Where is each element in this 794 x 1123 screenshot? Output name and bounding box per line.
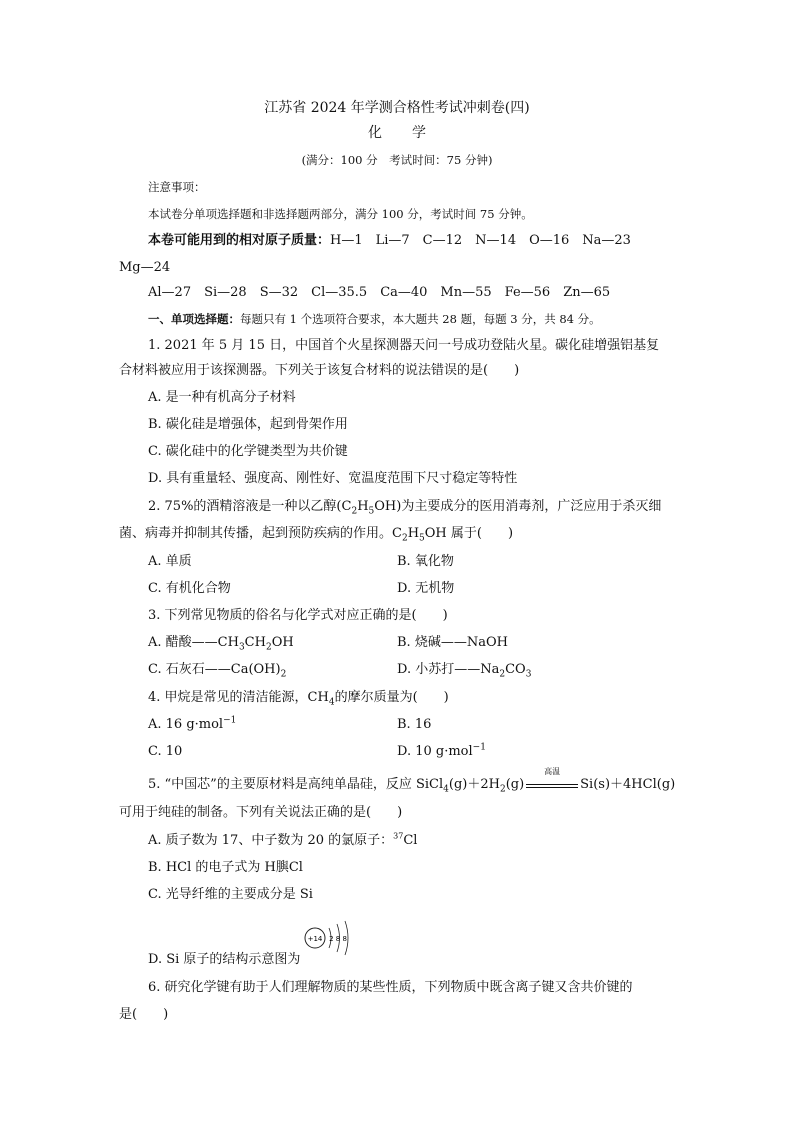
q3-text: D. 小苏打——Na: [397, 662, 500, 677]
atomic-masses-line2: Mg—24: [119, 260, 171, 275]
q1-option-d: D. 具有重量轻、强度高、刚性好、宽温度范围下尺寸稳定等特性: [148, 471, 518, 486]
section-heading: [148, 310, 601, 328]
subscript: 3: [525, 669, 532, 680]
q1-option-a: A. 是一种有机高分子材料: [148, 390, 296, 405]
q3-text: CO: [505, 662, 526, 677]
notes-heading: 注意事项：: [148, 180, 206, 194]
electron-counts: 2 8 8: [329, 935, 347, 943]
atomic-masses-line3: Al—27 Si—28 S—32 Cl—35.5 Ca—40 Mn—55 Fe—56 Zn—65: [148, 285, 611, 300]
q2-option-c: C. 有机化合物: [148, 581, 231, 596]
q2-option-b: B. 氧化物: [397, 554, 454, 569]
q5-text: A. 质子数为 17、中子数为 20 的氯原子：: [148, 833, 394, 848]
q5-text: (g)＋2H: [448, 777, 500, 792]
subject-title: 化学: [368, 125, 456, 141]
q5-option-a: [148, 832, 417, 850]
q5-text: Si(s)＋4HCl(g): [580, 777, 676, 792]
q5-text: (g): [505, 777, 525, 792]
subscript: 5: [419, 533, 425, 544]
subscript: 5: [368, 506, 375, 517]
q2-stem-line1: [148, 498, 661, 516]
q5-option-c: C. 光导纤维的主要成分是 Si: [148, 887, 313, 902]
subscript: 2: [265, 642, 272, 653]
q4-text: 4. 甲烷是常见的清洁能源，CH: [148, 690, 329, 705]
superscript: 37: [393, 831, 404, 841]
section-text: 每题只有 1 个选项符合要求，本大题共 28 题，每题 3 分，共 84 分。: [240, 312, 601, 326]
q5-stem-line2: 可用于纯硅的制备。下列有关说法正确的是( ): [119, 805, 403, 820]
q4-text: 的摩尔质量为( ): [334, 690, 449, 705]
superscript: −1: [472, 742, 486, 753]
q4-text: A. 16 g·mol: [148, 717, 224, 732]
q6-stem-line1: 6. 研究化学键有助于人们理解物质的某些性质，下列物质中既含离子键又含共价键的: [148, 980, 633, 995]
nucleus-charge: +14: [307, 935, 323, 943]
q3-text: CH: [244, 635, 266, 650]
reaction-arrow: [526, 767, 578, 788]
subscript: 3: [238, 642, 245, 653]
q4-text: D. 10 g·mol: [397, 744, 473, 759]
atomic-masses-line1: [148, 232, 631, 250]
subscript: 2: [499, 669, 506, 680]
atomic-masses-values: H—1 Li—7 C—12 N—14 O—16 Na—23: [330, 233, 631, 248]
subscript: 2: [351, 506, 358, 517]
q1-stem-line2: 合材料被应用于该探测器。下列关于该复合材料的说法错误的是( ): [119, 363, 520, 378]
q3-stem: 3. 下列常见物质的俗名与化学式对应正确的是( ): [148, 608, 448, 623]
q3-text: OH: [271, 635, 294, 650]
q3-option-a: [148, 634, 294, 652]
q2-text: H: [357, 499, 369, 514]
q2-option-d: D. 无机物: [397, 581, 455, 596]
exam-meta: (满分：100 分 考试时间：75 分钟): [301, 153, 493, 167]
subscript: 2: [280, 669, 287, 680]
q2-text: OH 属于( ): [424, 526, 514, 541]
q3-option-c: [148, 661, 286, 679]
q1-option-c: C. 碳化硅中的化学键类型为共价键: [148, 444, 348, 459]
q2-stem-line2: [119, 525, 513, 543]
q2-text: 菌、病毒并抑制其传播，起到预防疾病的作用。C: [119, 526, 402, 541]
subscript: 4: [328, 697, 335, 708]
q2-text: OH)为主要成分的医用消毒剂，广泛应用于杀灭细: [374, 499, 662, 514]
subscript: 2: [499, 784, 506, 795]
superscript: −1: [223, 715, 237, 726]
q2-option-a: A. 单质: [148, 554, 192, 569]
q5-option-b: B. HCl 的电子式为 H䑂Cl: [148, 860, 303, 875]
q4-option-d: [397, 743, 486, 761]
q5-option-d: D. Si 原子的结构示意图为: [148, 952, 301, 967]
notes-text: 本试卷分单项选择题和非选择题两部分，满分 100 分，考试时间 75 分钟。: [148, 207, 533, 221]
q3-text: A. 醋酸——CH: [148, 635, 239, 650]
q3-option-d: [397, 661, 531, 679]
q4-stem: [148, 689, 449, 707]
q6-stem-line2: 是( ): [119, 1007, 169, 1022]
q2-text: H: [407, 526, 420, 541]
q4-option-a: [148, 716, 236, 734]
reaction-condition: 高温: [544, 767, 561, 776]
section-title: 一、单项选择题：: [148, 312, 240, 326]
q3-text: C. 石灰石——Ca(OH): [148, 662, 281, 677]
q5-text: Cl: [403, 833, 418, 848]
atomic-masses-prefix: 本卷可能用到的相对原子质量：: [148, 233, 331, 248]
si-atom-structure-diagram: [302, 918, 358, 958]
q2-text: 2. 75%的酒精溶液是一种以乙醇(C: [148, 499, 352, 514]
q5-stem-line1: [148, 767, 676, 795]
equals-sign: [526, 784, 578, 788]
exam-title: 江苏省 2024 年学测合格性考试冲刺卷(四): [264, 100, 530, 116]
q4-option-c: C. 10: [148, 744, 183, 759]
q1-stem-line1: 1. 2021 年 5 月 15 日，中国首个火星探测器天问一号成功登陆火星。碳化硅增强铝基复: [148, 338, 660, 353]
q5-text: 5. “中国芯”的主要原材料是高纯单晶硅，反应 SiCl: [148, 777, 444, 792]
q3-option-b: B. 烧碱——NaOH: [397, 635, 508, 650]
q1-option-b: B. 碳化硅是增强体，起到骨架作用: [148, 417, 348, 432]
subscript: 2: [401, 533, 408, 544]
subscript: 4: [443, 784, 449, 795]
q4-option-b: B. 16: [397, 717, 432, 732]
